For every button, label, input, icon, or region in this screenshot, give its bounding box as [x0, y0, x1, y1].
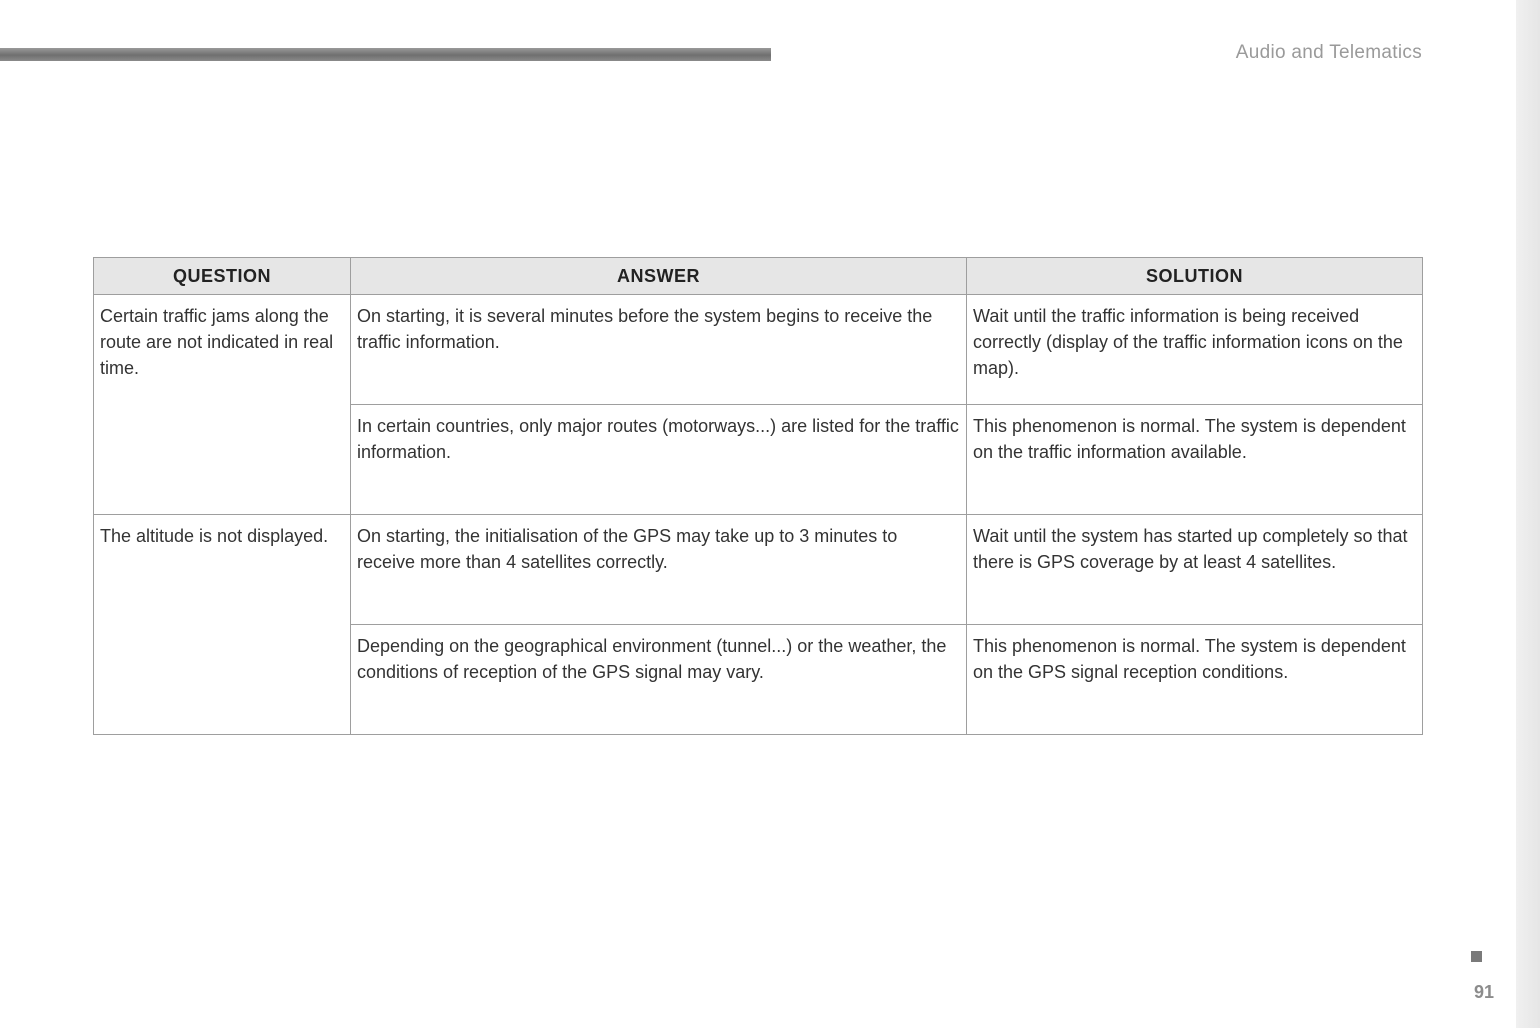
page-edge-strip: [1516, 0, 1540, 1028]
table-row: [94, 515, 1423, 625]
faq-table: [93, 257, 1423, 735]
section-title: Audio and Telematics: [1235, 42, 1422, 63]
answer-cell: In certain countries, only major routes (motorways...) are listed for the traffic information.: [351, 405, 967, 515]
question-cell: Certain traffic jams along the route are not indicated in real time.: [94, 295, 351, 515]
answer-cell: On starting, it is several minutes before the system begins to receive the traffic information.: [351, 295, 967, 405]
solution-cell: This phenomenon is normal. The system is dependent on the traffic information available.: [967, 405, 1423, 515]
column-header-question: QUESTION: [94, 258, 351, 295]
column-header-answer: ANSWER: [351, 258, 967, 295]
chapter-marker: [1471, 951, 1482, 962]
page-number: 91: [1474, 982, 1495, 1002]
answer-cell: On starting, the initialisation of the GPS may take up to 3 minutes to receive more than 4 satellites correctly.: [351, 515, 967, 625]
solution-cell: Wait until the system has started up completely so that there is GPS coverage by at least 4 satellites.: [967, 515, 1423, 625]
table-row: [94, 295, 1423, 405]
solution-cell: This phenomenon is normal. The system is dependent on the GPS signal reception conditions.: [967, 625, 1423, 735]
column-header-solution: SOLUTION: [967, 258, 1423, 295]
table-header-row: [94, 258, 1423, 295]
solution-cell: Wait until the traffic information is being received correctly (display of the traffic information icons on the map).: [967, 295, 1423, 405]
header-rule: [0, 48, 771, 61]
answer-cell: Depending on the geographical environment (tunnel...) or the weather, the conditions of reception of the GPS signal may vary.: [351, 625, 967, 735]
question-cell: The altitude is not displayed.: [94, 515, 351, 735]
